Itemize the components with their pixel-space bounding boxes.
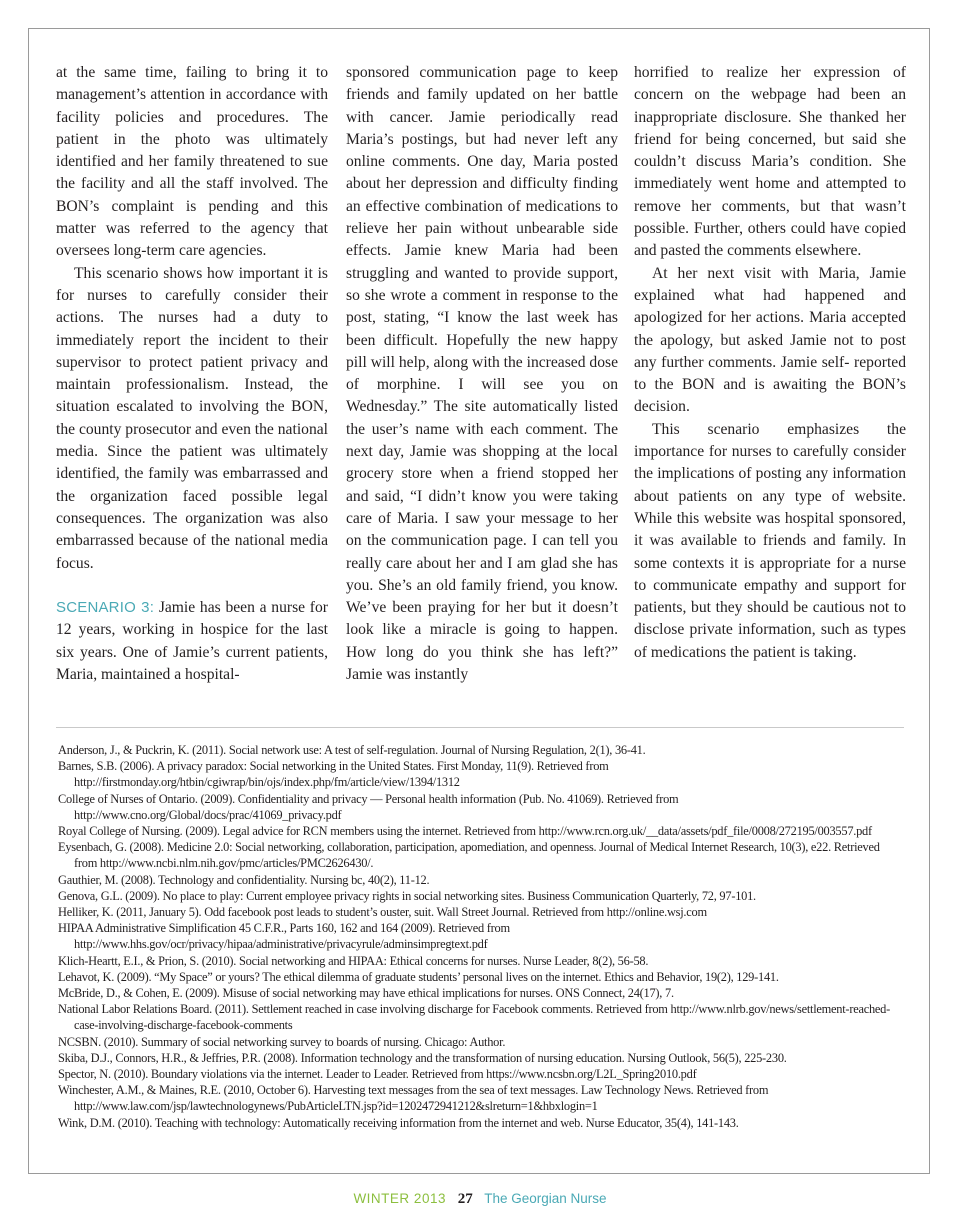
scenario-3-label: SCENARIO 3:	[56, 599, 155, 617]
article-body	[56, 62, 906, 718]
column-2	[346, 62, 618, 686]
col2-paragraph-1: sponsored communication page to keep friends and family updated on her battle with cancer. Jamie periodically read Maria’s postings, but had never left any online comments. One day, Maria posted about her depression and difficulty finding an effective combination of medications to relieve her pain without unbearable side effects. Jamie knew Maria had been struggling and wanted to provide support, so she wrote a comment in response to the post, stating, “I know the last week has been difficult. Hopefully the new happy pill will help, along with the increased dose of morphine. I will see you on Wednesday.” The site automatically listed the user’s name with each comment. The next day, Jamie was shopping at the local grocery store when a friend stopped her and said, “I didn’t know you were taking care of Maria. I saw your message to her on the communication page. I can tell you really care about her and I am glad she has you. She’s an old family friend, you know. We’ve been praying for her but it doesn’t look like a miracle is going to happen. How long do you think she has left?” Jamie was instantly	[346, 64, 618, 684]
reference-item: Skiba, D.J., Connors, H.R., & Jeffries, P.R. (2008). Information technology and the transformation of nursing education. Nursing Outlook, 56(5), 225-230.	[58, 1050, 787, 1065]
reference-item: Gauthier, M. (2008). Technology and confidentiality. Nursing bc, 40(2), 11-12.	[58, 872, 430, 887]
reference-item: Barnes, S.B. (2006). A privacy paradox: Social networking in the United States. First Monday, 11(9). Retrieved from http://firstmonday.org/htbin/cgiwrap/bin/ojs/index.php/fm/article/view/1394/1312	[58, 759, 609, 790]
reference-item: Helliker, K. (2011, January 5). Odd facebook post leads to student’s ouster, suit. Wall Street Journal. Retrieved from http://online.wsj.com	[58, 905, 707, 920]
reference-item: Royal College of Nursing. (2009). Legal advice for RCN members using the internet. Retrieved from http://www.rcn.org.uk/__data/assets/pdf_file/0008/272195/003557.pdf	[58, 824, 872, 839]
column-1	[56, 62, 328, 686]
reference-item: Genova, G.L. (2009). No place to play: Current employee privacy rights in social networking sites. Business Communication Quarterly, 72, 97-101.	[58, 888, 756, 903]
scenario-3-text: Jamie has been a nurse for 12 years, working in hospice for the last six years. One of Jamie’s current patients, Maria, maintained a hospital-	[56, 599, 328, 684]
reference-item: Lehavot, K. (2009). “My Space” or yours? The ethical dilemma of graduate students’ personal lives on the internet. Ethics and Behavior, 19(2), 129-141.	[58, 969, 779, 984]
footer-magazine-name: The Georgian Nurse	[484, 1191, 607, 1206]
reference-item: NCSBN. (2010). Summary of social networking survey to boards of nursing. Chicago: Author.	[58, 1034, 506, 1049]
reference-item: College of Nurses of Ontario. (2009). Confidentiality and privacy — Personal health information (Pub. No. 41069). Retrieved from http://www.cno.org/Global/docs/prac/41069_privacy.pdf	[58, 791, 679, 822]
col3-paragraph-3: This scenario emphasizes the importance for nurses to carefully consider the implications of posting any information about patients on any type of website. While this website was hospital sponsored, it was available to friends and family. In some contexts it is appropriate for a nurse to communicate empathy and support for patients, but they should be cautious not to disclose private information, such as types of medications the patient is taking.	[634, 420, 906, 661]
page-number: 27	[457, 1191, 473, 1207]
reference-item: HIPAA Administrative Simplification 45 C.F.R., Parts 160, 162 and 164 (2009). Retrieved from http://www.hhs.gov/ocr/privacy/hipaa/administrative/privacyrule/adminsimpregtext.pdf	[58, 921, 510, 952]
references-list	[58, 742, 904, 1131]
references-divider	[56, 727, 904, 728]
reference-item: Winchester, A.M., & Maines, R.E. (2010, October 6). Harvesting text messages from the sea of text messages. Law Technology News. Retrieved from http://www.law.com/jsp/lawtechnologynews/PubArticleLTN.jsp?id=1202472941212&slreturn=1&hbxlogin=1	[58, 1083, 769, 1114]
col3-paragraph-1: horrified to realize her expression of concern on the webpage had been an inappropriate disclosure. She thanked her friend for being concerned, but said she couldn’t discuss Maria’s condition. She immediately went home and attempted to remove her comments, but that wasn’t possible. Further, others could have copied and pasted the comments elsewhere.	[634, 64, 906, 260]
reference-item: McBride, D., & Cohen, E. (2009). Misuse of social networking may have ethical implications for nurses. ONS Connect, 24(17), 7.	[58, 986, 674, 1001]
reference-item: Klich-Heartt, E.I., & Prion, S. (2010). Social networking and HIPAA: Ethical concerns for nurses. Nurse Leader, 8(2), 56-58.	[58, 953, 649, 968]
col3-paragraph-2: At her next visit with Maria, Jamie explained what had happened and apologized for her actions. Maria accepted the apology, but asked Jamie not to post any further comments. Jamie self- reported to the BON and is awaiting the BON’s decision.	[634, 264, 906, 416]
page-footer	[0, 1191, 960, 1208]
footer-issue: WINTER 2013	[353, 1191, 446, 1206]
reference-item: National Labor Relations Board. (2011). Settlement reached in case involving discharge for Facebook comments. Retrieved from http://www.nlrb.gov/news/settlement-reached-case-involving-discharge-facebook-comments	[58, 1002, 890, 1033]
column-3	[634, 62, 906, 664]
scenario-3-paragraph	[56, 597, 328, 686]
col1-paragraph-2: This scenario shows how important it is for nurses to carefully consider their actions. The nurses had a duty to immediately report the incident to their supervisor to protect patient privacy and maintain professionalism. Instead, the situation escalated to involving the BON, the county prosecutor and even the national media. Since the patient was ultimately identified, the family was embarrassed and the organization faced possible legal consequences. The organization was also embarrassed because of the national media focus.	[56, 264, 328, 572]
reference-item: Eysenbach, G. (2008). Medicine 2.0: Social networking, collaboration, participation, apomediation, and openness. Journal of Medical Internet Research, 10(3), e22. Retrieved from http://www.ncbi.nlm.nih.gov/pmc/articles/PMC2626430/.	[58, 840, 880, 871]
col1-paragraph-1: at the same time, failing to bring it to management’s attention in accordance with facility policies and procedures. The patient in the photo was ultimately identified and her family threatened to sue the facility and all the staff involved. The BON’s complaint is pending and this matter was referred to the agency that oversees long-term care agencies.	[56, 64, 328, 260]
reference-item: Wink, D.M. (2010). Teaching with technology: Automatically receiving information from the internet and web. Nurse Educator, 35(4), 141-143.	[58, 1115, 739, 1130]
reference-item: Anderson, J., & Puckrin, K. (2011). Social network use: A test of self-regulation. Journal of Nursing Regulation, 2(1), 36-41.	[58, 743, 646, 757]
reference-item: Spector, N. (2010). Boundary violations via the internet. Leader to Leader. Retrieved from https://www.ncsbn.org/L2L_Spring2010.pdf	[58, 1067, 697, 1082]
